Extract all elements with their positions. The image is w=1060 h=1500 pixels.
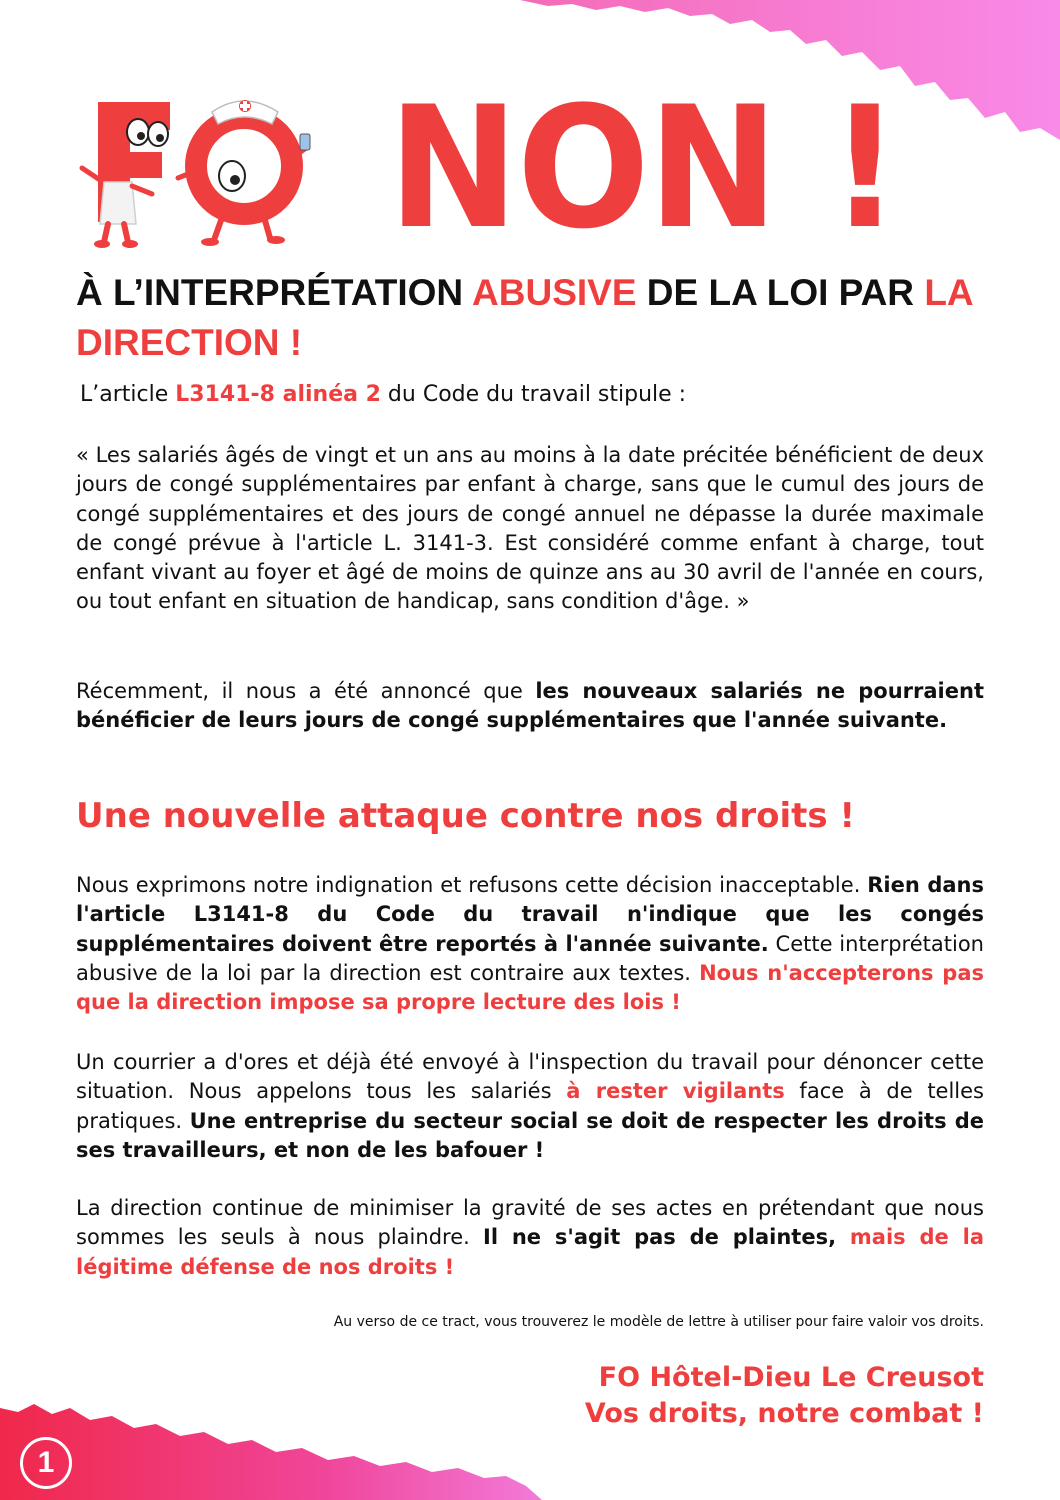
defense-paragraph	[76, 1194, 984, 1282]
indignation-bold: Rien dans l'article L3141-8 du Code du travail n'indique que les congés supplémentaires doivent être reportés à l'année suivante.	[76, 873, 985, 956]
inspection-text2: face à de telles pratiques.	[76, 1079, 984, 1133]
signature-line1: FO Hôtel-Dieu Le Creusot	[598, 1362, 984, 1393]
headline-highlight-abusive: ABUSIVE	[472, 272, 637, 313]
verso-note: Au verso de ce tract, vous trouverez le modèle de lettre à utiliser pour faire valoir vos droits.	[333, 1314, 984, 1330]
article-intro-after: du Code du travail stipule :	[380, 382, 687, 407]
headline-part2: DE LA LOI PAR	[636, 272, 925, 313]
main-title: NON !	[388, 70, 899, 266]
inspection-bold: Une entreprise du secteur social se doit de respecter les droits de ses travailleurs, et non de les bafouer !	[76, 1108, 984, 1162]
defense-text1: La direction continue de minimiser la gravité de ses actes en prétendant que nous sommes les seuls à nous plaindre.	[76, 1196, 984, 1250]
article-intro	[80, 380, 686, 410]
page-number-badge: 1	[20, 1437, 72, 1489]
fo-mascot-logo	[74, 90, 314, 250]
signature	[585, 1360, 984, 1432]
indignation-text2: Cette interprétation abusive de la loi par la direction est contraire aux textes.	[76, 931, 984, 985]
signature-line2: Vos droits, notre combat !	[584, 1398, 984, 1429]
article-intro-before: L’article	[80, 382, 176, 407]
section-heading: Une nouvelle attaque contre nos droits !	[76, 796, 855, 836]
f-mascot-icon	[82, 102, 170, 248]
headline-highlight-direction: LA DIRECTION !	[76, 272, 973, 363]
indignation-text1: Nous exprimons notre indignation et refusons cette décision inacceptable.	[76, 873, 868, 897]
announcement-bold: les nouveaux salariés ne pourraient bénéficier de leurs jours de congé supplémentaires que l'année suivante.	[76, 679, 984, 733]
article-reference: L3141-8 alinéa 2	[175, 382, 381, 407]
law-quote: « Les salariés âgés de vingt et un ans au moins à la date précitée bénéficient de deux jours de congé supplémentaires par enfant à charge, sans que le cumul des jours de congé supplémentaires et des jours de congé annuel ne dépasse la durée maximale de congé prévue à l'article L. 3141-3. Est considéré comme enfant à charge, tout enfant vivant au foyer et âgé de moins de quinze ans au 30 avril de l'année en cours, ou tout enfant en situation de handicap, sans condition d'âge. »	[76, 443, 984, 614]
indignation-paragraph	[76, 871, 984, 1017]
inspection-red-bold: à rester vigilants	[566, 1079, 785, 1104]
indignation-red-bold: Nous n'accepterons pas que la direction impose sa propre lecture des lois !	[76, 960, 984, 1015]
headline	[76, 268, 996, 368]
announcement-paragraph	[76, 677, 984, 736]
announcement-text: Récemment, il nous a été annoncé que	[76, 679, 536, 703]
inspection-paragraph	[76, 1048, 984, 1165]
headline-part1: À L’INTERPRÉTATION	[76, 272, 473, 313]
defense-red-bold: mais de la légitime défense de nos droits !	[76, 1225, 984, 1279]
defense-bold: Il ne s'agit pas de plaintes,	[483, 1225, 837, 1250]
inspection-text1: Un courrier a d'ores et déjà été envoyé à l'inspection du travail pour dénoncer cette situation. Nous appelons tous les salariés	[76, 1050, 984, 1104]
o-mascot-icon	[178, 100, 310, 246]
